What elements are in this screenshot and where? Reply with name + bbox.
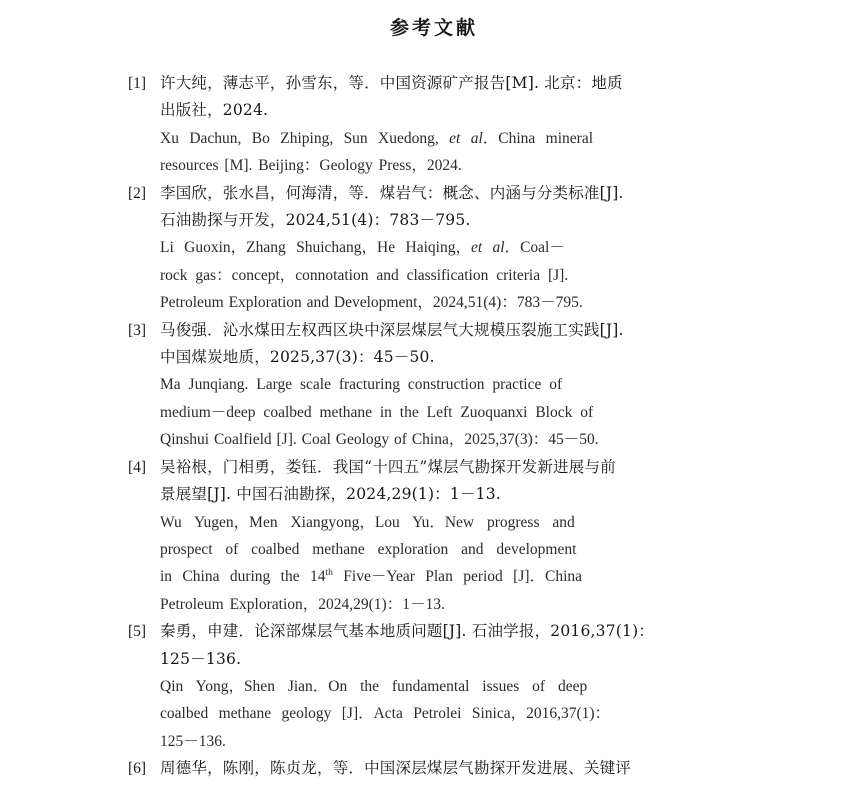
reference-line-chinese: 秦勇，申建．论深部煤层气基本地质问题[J]. 石油学报，2016,37(1)： bbox=[160, 622, 655, 641]
reference-number: [6] bbox=[128, 760, 147, 778]
reference-line-english: prospect of coalbed methane exploration and development bbox=[160, 540, 577, 558]
reference-line-chinese: 石油勘探与开发，2024,51(4)：783－795. bbox=[160, 211, 471, 230]
reference-line-english: Qin Yong，Shen Jian．On the fundamental issues of deep bbox=[160, 677, 588, 695]
reference-line-chinese: 周德华，陈刚，陈贞龙，等．中国深层煤层气勘探开发进展、关键评 bbox=[160, 759, 632, 778]
reference-line-english: Petroleum Exploration，2024,29(1)：1－13. bbox=[160, 595, 445, 613]
et-al-italic: et al bbox=[449, 129, 483, 147]
reference-text bbox=[160, 618, 744, 755]
ordinal-superscript: th bbox=[325, 568, 333, 579]
reference-line-chinese: 中国煤炭地质，2025,37(3)：45－50. bbox=[160, 348, 435, 367]
reference-line-english: 125－136. bbox=[160, 732, 226, 750]
line-segment: Xu Dachun, Bo Zhiping, Sun Xuedong, bbox=[160, 129, 450, 147]
reference-line-english: Ma Junqiang. Large scale fracturing construction practice of bbox=[160, 376, 563, 394]
line-segment: ．Coal－ bbox=[504, 239, 565, 257]
reference-text bbox=[160, 454, 744, 618]
reference-list bbox=[128, 70, 744, 783]
reference-number: [5] bbox=[128, 623, 147, 641]
reference-number: [1] bbox=[128, 75, 147, 92]
reference-line-chinese: 125－136. bbox=[160, 649, 242, 668]
line-segment: Five－Year Plan period [J]．China bbox=[332, 568, 583, 586]
reference-line-chinese: 吴裕根，门相勇，娄钰．我国“十四五”煤层气勘探开发新进展与前 bbox=[160, 457, 616, 476]
reference-line-chinese: 马俊强．沁水煤田左权西区块中深层煤层气大规模压裂施工实践[J]. bbox=[160, 320, 624, 339]
line-segment: in China during the 14 bbox=[160, 568, 326, 586]
reference-entry bbox=[128, 454, 744, 618]
reference-text bbox=[160, 755, 744, 782]
reference-line-chinese: 许大纯，薄志平，孙雪东，等．中国资源矿产报告[M]. 北京：地质 bbox=[160, 74, 623, 92]
reference-entry bbox=[128, 317, 744, 454]
page-title: 参考文献 bbox=[389, 17, 478, 39]
reference-line-chinese: 景展望[J]. 中国石油勘探，2024,29(1)：1－13. bbox=[160, 485, 501, 504]
reference-line-english: coalbed methane geology [J]．Acta Petrolei Sinica，2016,37(1)： bbox=[160, 705, 611, 723]
reference-line-chinese: 李国欣，张水昌，何海清，等．煤岩气：概念、内涵与分类标准[J]. bbox=[160, 183, 624, 202]
reference-line-chinese: 出版社，2024. bbox=[160, 101, 269, 120]
reference-text bbox=[160, 70, 744, 180]
line-segment: ．China mineral bbox=[482, 129, 594, 147]
line-segment: Li Guoxin，Zhang Shuichang，He Haiqing， bbox=[160, 239, 471, 257]
reference-line-english: resources [M]. Beijing：Geology Press，2024. bbox=[160, 157, 462, 175]
reference-number: [3] bbox=[128, 321, 147, 339]
reference-line-english: rock gas：concept，connotation and classification criteria [J]. bbox=[160, 266, 569, 284]
reference-line-english: Petroleum Exploration and Development，2024,51(4)：783－795. bbox=[160, 294, 583, 312]
reference-entry bbox=[128, 70, 744, 180]
reference-line-english bbox=[160, 125, 744, 152]
reference-entry bbox=[128, 180, 744, 317]
et-al-italic: et al bbox=[470, 239, 505, 257]
reference-line-english bbox=[160, 234, 744, 261]
reference-line-english bbox=[160, 563, 744, 590]
reference-text bbox=[160, 317, 744, 454]
reference-number: [4] bbox=[128, 458, 147, 476]
reference-entry bbox=[128, 755, 744, 782]
reference-text bbox=[160, 180, 744, 317]
reference-entry bbox=[128, 618, 744, 755]
reference-number: [2] bbox=[128, 184, 147, 202]
reference-line-english: Qinshui Coalfield [J]. Coal Geology of China，2025,37(3)：45－50. bbox=[160, 431, 599, 449]
reference-line-english: medium－deep coalbed methane in the Left Zuoquanxi Block of bbox=[160, 403, 594, 421]
reference-line-english: Wu Yugen，Men Xiangyong，Lou Yu．New progress and bbox=[160, 513, 575, 531]
